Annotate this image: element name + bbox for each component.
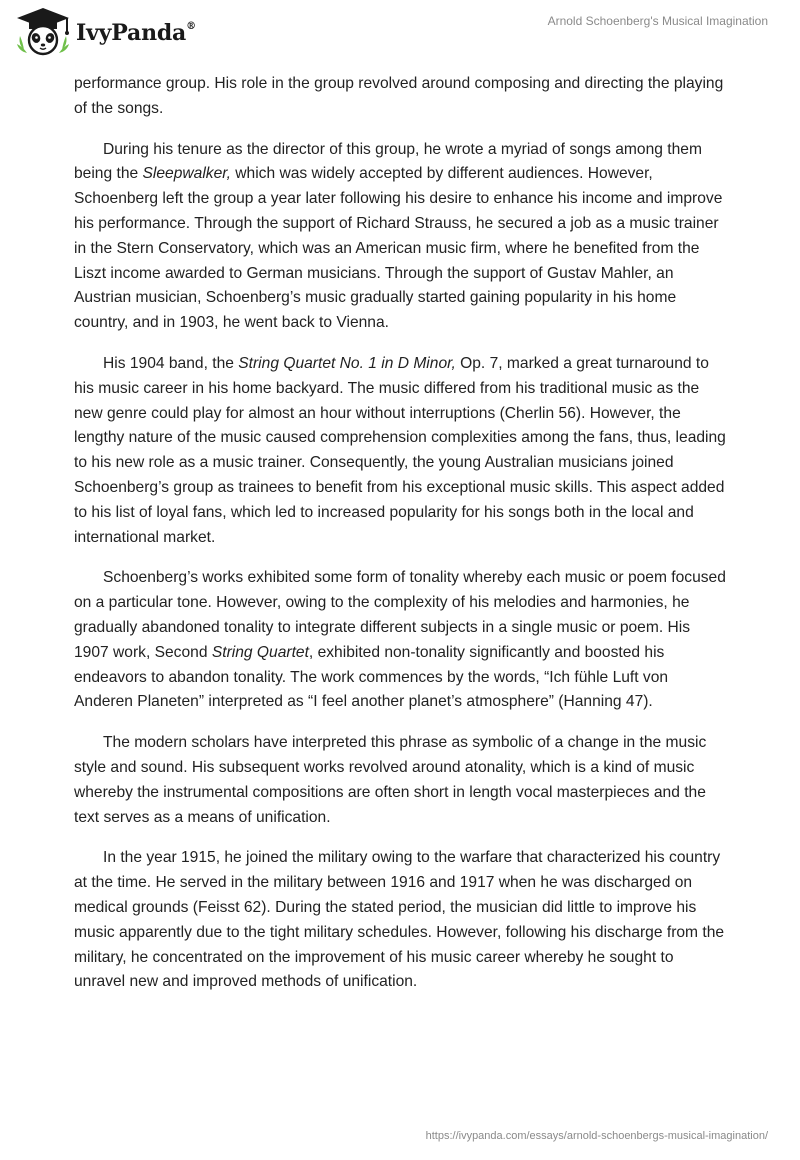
document-title: Arnold Schoenberg's Musical Imagination: [547, 14, 768, 28]
essay-paragraph: [74, 566, 726, 715]
paragraph-text: which was widely accepted by different audiences. However, Schoenberg left the group a year later following his desire to enhance his income and improve his performance. Through the support of Richard Strauss, he secured a job as a music trainer in the Stern Conservatory, which was an American music firm, where he benefited from the Liszt income awarded to German musicians. Through the support of Gustav Mahler, an Austrian musician, Schoenberg’s music gradually started gaining popularity in his home country, and in 1903, he went back to Vienna.: [74, 165, 723, 332]
brand-name: IvyPanda®: [76, 20, 196, 46]
essay-paragraph: [74, 138, 726, 336]
paragraph-text: Schoenberg’s works exhibited some form of tonality whereby each music or poem focused on a particular tone. However, owing to the complexity of his melodies and harmonies, he gradually abandoned tonality to integrate different subjects in a single music or poem. His 1907 work, Second: [74, 569, 726, 661]
italic-title: String Quartet: [211, 643, 309, 661]
essay-body: [74, 72, 726, 1011]
brand-logo[interactable]: [14, 6, 196, 56]
source-url[interactable]: https://ivypanda.com/essays/arnold-schoenbergs-musical-imagination/: [425, 1130, 768, 1142]
paragraph-text: performance group. His role in the group revolved around composing and directing the playing of the songs.: [74, 75, 724, 117]
essay-paragraph: [74, 72, 726, 122]
italic-title: String Quartet No. 1 in D Minor,: [238, 354, 456, 372]
page-header: [0, 0, 800, 70]
essay-paragraph: [74, 846, 726, 995]
essay-paragraph: [74, 731, 726, 830]
panda-graduate-icon: [14, 6, 72, 56]
paragraph-text: Op. 7, marked a great turnaround to his music career in his home backyard. The music differed from his traditional music as the new genre could play for almost an hour without interruptions (Cherlin 56). However, the lengthy nature of the music caused comprehension complexities among the fans, thus, leading to his new role as a music trainer. Consequently, the young Australian musicians joined Schoenberg’s group as trainees to benefit from his exceptional music skills. This aspect added to his list of loyal fans, which led to increased popularity for his songs both in the local and international market.: [74, 354, 726, 546]
paragraph-text: , exhibited non-tonality significantly and boosted his endeavors to abandon tonality. The work commences by the words, “Ich fühle Luft von Anderen Planeten” interpreted as “I feel another planet’s atmosphere” (Hanning 47).: [74, 643, 669, 711]
paragraph-text: The modern scholars have interpreted this phrase as symbolic of a change in the music style and sound. His subsequent works revolved around atonality, which is a kind of music whereby the instrumental compositions are often short in length vocal masterpieces and the text serves as a means of unification.: [74, 734, 707, 826]
paragraph-text: In the year 1915, he joined the military owing to the warfare that characterized his country at the time. He served in the military between 1916 and 1917 when he was discharged on medical grounds (Feisst 62). During the stated period, the musician did little to improve his music apparently due to the tight military schedules. However, following his discharge from the military, he concentrated on the improvement of his music career whereby he sought to unravel new and improved methods of unification.: [74, 849, 725, 991]
essay-paragraph: [74, 352, 726, 550]
paragraph-text: His 1904 band, the: [103, 354, 239, 372]
italic-title: Sleepwalker,: [142, 165, 231, 183]
paragraph-text: During his tenure as the director of this group, he wrote a myriad of songs among them being the: [74, 140, 702, 183]
